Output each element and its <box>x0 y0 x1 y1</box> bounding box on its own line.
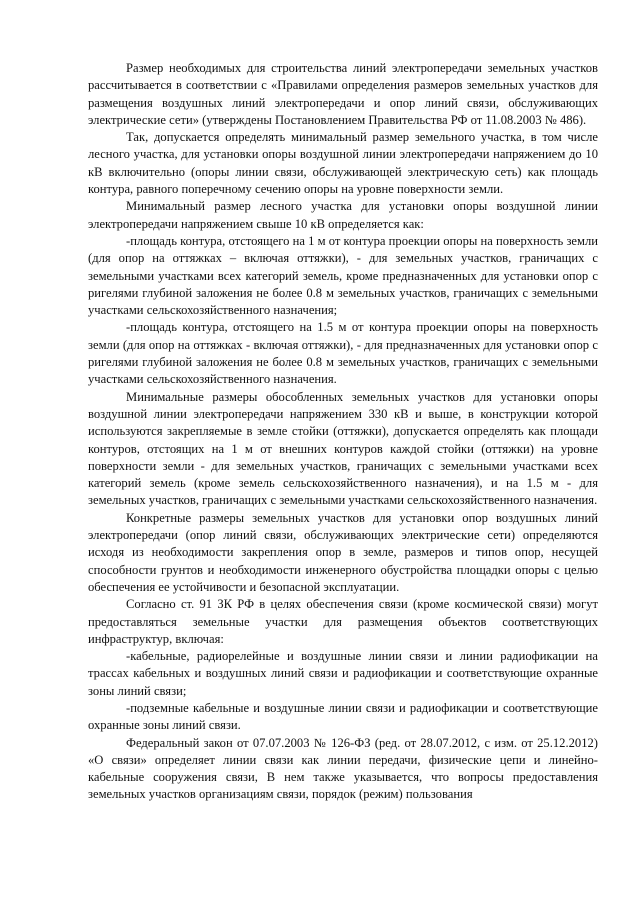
paragraph-specific-sizes: Конкретные размеры земельных участков для установки опор воздушных линий электропередачи (опор линий связи, обслуживающих электрические сети) определяются исходя из необходимости закрепления опор в земле, размеров и типов опор, несущей способности грунтов и необходимости инженерного обустройства площадки опоры с целью обеспечения ее устойчивости и безопасной эксплуатации. <box>88 510 598 594</box>
paragraph-article-91: Согласно ст. 91 ЗК РФ в целях обеспечения связи (кроме космической связи) могут предоставляться земельные участки для размещения объектов соответствующих инфраструктур, включая: <box>88 597 598 646</box>
list-item-1-5m-contour: -площадь контура, отстоящего на 1.5 м от контура проекции опоры на поверхность земли (для опор на оттяжках - включая оттяжки), - для предназначенных для установки опор с ригелями глубиной заложения не более 0.8 м земельных участков, граничащих с земельными участками сельскохозяйственного назначения. <box>88 320 598 387</box>
paragraph-above-10kv-intro: Минимальный размер лесного участка для установки опоры воздушной линии электропередачи напряжением свыше 10 кВ определяется как: <box>88 199 598 231</box>
paragraph-330kv: Минимальные размеры обособленных земельных участков для установки опоры воздушной линии электропередачи напряжением 330 кВ и выше, в конструкции которой используются закрепляемые в земле стойки (оттяжки), допускается определять как площади контуров, отстоящих на 1 м от внешних контуров каждой стойки (оттяжки) на уровне поверхности земли - для земельных участков, граничащих с земельными участками всех категорий земель (кроме земель сельскохозяйственного назначения), и на 1.5 м - для земельных участков, граничащих с земельными участками сельскохозяйственного назначения. <box>88 389 598 508</box>
list-item-cable-lines: -кабельные, радиорелейные и воздушные линии связи и линии радиофикации на трассах кабельных и воздушных линий связи и радиофикации и соответствующие охранные зоны линий связи; <box>88 649 598 698</box>
list-item-underground-lines: -подземные кабельные и воздушные линии связи и радиофикации и соответствующие охранные зоны линий связи. <box>88 700 598 733</box>
paragraph-land-size-rules: Размер необходимых для строительства линий электропередачи земельных участков рассчитывается в соответствии с «Правилами определения размеров земельных участков для размещения воздушных линий электропередачи и опор линий связи, обслуживающих электрические сети» (утверждены Постановлением Правительства РФ от 11.08.2003 № 486). <box>88 61 598 127</box>
paragraph-up-to-10kv: Так, допускается определять минимальный размер земельного участка, в том числе лесного участка, для установки опоры воздушной линии электропередачи напряжением до 10 кВ включительно (опоры линии связи, обслуживающей электрическую сеть) как площадь контура, равного поперечному сечению опоры на уровне поверхности земли. <box>88 130 598 197</box>
list-item-1m-contour: -площадь контура, отстоящего на 1 м от контура проекции опоры на поверхность земли (для опор на оттяжках – включая оттяжки), - для земельных участков, граничащих с земельными участками всех категорий земель, кроме предназначенных для установки опор с ригелями глубиной заложения не более 0.8 м земельных участков, граничащих с земельными участками сельскохозяйственного назначения; <box>88 233 598 318</box>
document-page <box>88 60 598 804</box>
paragraph-federal-law: Федеральный закон от 07.07.2003 № 126-ФЗ (ред. от 28.07.2012, с изм. от 25.12.2012) «О связи» определяет линии связи как линии передачи, физические цепи и линейно-кабельные сооружения связи, В нем также указывается, что вопросы предоставления земельных участков организациям связи, порядок (режим) пользования <box>88 735 598 802</box>
